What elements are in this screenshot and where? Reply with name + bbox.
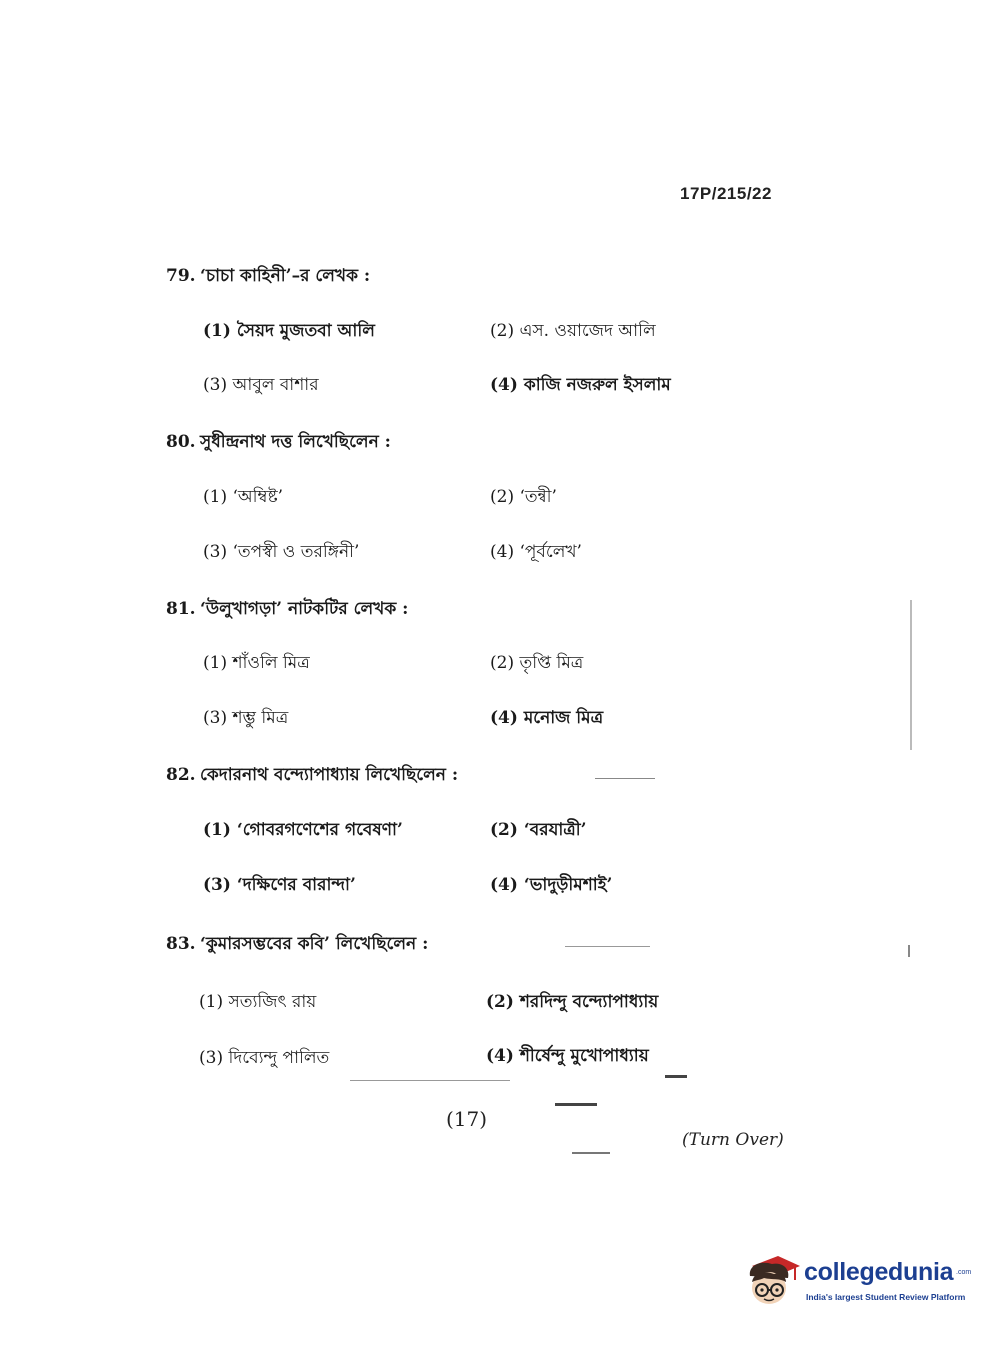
question-stem — [166, 430, 726, 454]
question-number: 82. — [166, 765, 196, 785]
option-82-1: (1) ‘গোবরগণেশের গবেষণা’ — [203, 820, 403, 840]
logo-brand-name: collegedunia — [804, 1258, 954, 1286]
question-stem — [166, 597, 726, 621]
scan-smudge — [665, 1075, 687, 1078]
question-text: কেদারনাথ বন্দ্যোপাধ্যায় লিখেছিলেন : — [200, 765, 459, 785]
question-stem — [166, 264, 726, 288]
question-text: ‘কুমারসম্ভবের কবি’ লিখেছিলেন : — [200, 934, 429, 954]
question-stem — [166, 932, 726, 956]
question-81 — [166, 597, 726, 621]
logo-tagline: India's largest Student Review Platform — [806, 1292, 966, 1302]
question-number: 81. — [166, 599, 196, 619]
question-text: ‘উলুখাগড়া’ নাটকটির লেখক : — [200, 599, 409, 619]
option-83-2: (2) শরদিন্দু বন্দ্যোপাধ্যায় — [486, 992, 659, 1012]
question-number: 83. — [166, 934, 196, 954]
question-79 — [166, 264, 726, 288]
option-83-3: (3) দিব্যেন্দু পালিত — [199, 1048, 330, 1068]
option-81-3: (3) শম্ভু মিত্র — [203, 708, 289, 728]
scan-smudge — [908, 945, 910, 957]
scan-smudge — [555, 1103, 597, 1106]
scan-smudge — [350, 1080, 510, 1081]
scan-smudge — [572, 1152, 610, 1154]
logo-domain-suffix: .com — [956, 1269, 972, 1276]
question-83 — [166, 932, 726, 956]
option-79-2: (2) এস. ওয়াজেদ আলি — [490, 321, 656, 341]
scan-smudge — [595, 778, 655, 779]
paper-code: 17P/215/22 — [680, 184, 772, 203]
option-79-4: (4) কাজি নজরুল ইসলাম — [490, 375, 671, 395]
option-81-2: (2) তৃপ্তি মিত্র — [490, 653, 584, 673]
collegedunia-logo — [744, 1252, 974, 1314]
scan-smudge — [565, 946, 650, 947]
option-82-4: (4) ‘ভাদুড়ীমশাই’ — [490, 875, 613, 895]
option-80-3: (3) ‘তপস্বী ও তরঙ্গিনী’ — [203, 542, 360, 562]
question-number: 80. — [166, 432, 196, 452]
option-80-2: (2) ‘তন্বী’ — [490, 487, 557, 507]
option-79-3: (3) আবুল বাশার — [203, 375, 319, 395]
option-80-4: (4) ‘পূর্বলেখ’ — [490, 542, 582, 562]
question-text: সুধীন্দ্রনাথ দত্ত লিখেছিলেন : — [200, 432, 391, 452]
question-number: 79. — [166, 266, 196, 286]
question-stem — [166, 763, 726, 787]
turn-over-note: (Turn Over) — [682, 1130, 784, 1150]
option-81-4: (4) মনোজ মিত্র — [490, 708, 604, 728]
scan-smudge — [910, 600, 912, 750]
option-83-4: (4) শীর্ষেন্দু মুখোপাধ্যায় — [486, 1046, 649, 1066]
question-82 — [166, 763, 726, 787]
option-79-1: (1) সৈয়দ মুজতবা আলি — [203, 321, 375, 341]
option-81-1: (1) শাঁওলি মিত্র — [203, 653, 310, 673]
question-text: ‘চাচা কাহিনী’–র লেখক : — [200, 266, 371, 286]
student-mascot-icon — [744, 1252, 802, 1310]
option-83-1: (1) সত্যজিৎ রায় — [199, 992, 317, 1012]
option-80-1: (1) ‘অম্বিষ্ট’ — [203, 487, 284, 507]
question-80 — [166, 430, 726, 454]
option-82-2: (2) ‘বরযাত্রী’ — [490, 820, 587, 840]
page-number: (17) — [446, 1107, 488, 1131]
option-82-3: (3) ‘দক্ষিণের বারান্দা’ — [203, 875, 356, 895]
